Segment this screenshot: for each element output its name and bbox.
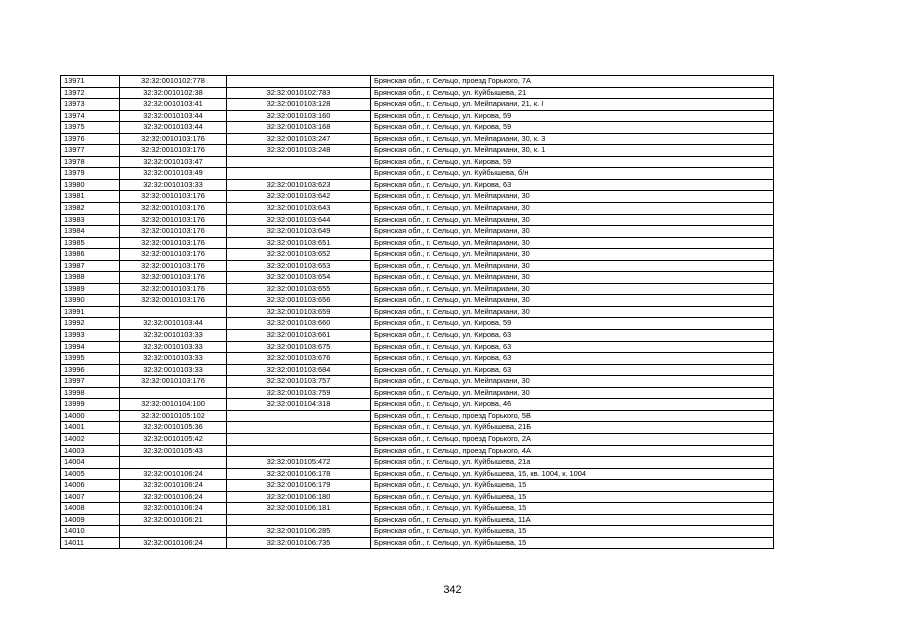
row-number-cell: 13976: [61, 133, 120, 145]
table-row: [61, 295, 774, 307]
address-cell: Брянская обл., г. Сельцо, ул. Куйбышева, 15: [371, 537, 774, 549]
registry-table: [60, 75, 774, 549]
parcel-cadastral-number-cell: 32:32:0010103:176: [120, 376, 227, 388]
table-row: [61, 203, 774, 215]
address-cell: Брянская обл., г. Сельцо, ул. Мейпариани, 30: [371, 283, 774, 295]
row-number-cell: 13977: [61, 145, 120, 157]
registry-table-body: [61, 76, 774, 549]
address-cell: Брянская обл., г. Сельцо, ул. Куйбышева, 21: [371, 87, 774, 99]
parcel-cadastral-number-cell: 32:32:0010103:176: [120, 283, 227, 295]
table-row: [61, 214, 774, 226]
address-cell: Брянская обл., г. Сельцо, ул. Кирова, 46: [371, 399, 774, 411]
row-number-cell: 14009: [61, 514, 120, 526]
parcel-cadastral-number-cell: 32:32:0010103:176: [120, 214, 227, 226]
address-cell: Брянская обл., г. Сельцо, ул. Мейпариани, 30: [371, 226, 774, 238]
table-row: [61, 145, 774, 157]
object-cadastral-number-cell: 32:32:0010103:659: [227, 306, 371, 318]
address-cell: Брянская обл., г. Сельцо, ул. Кирова, 59: [371, 156, 774, 168]
object-cadastral-number-cell: 32:32:0010103:757: [227, 376, 371, 388]
row-number-cell: 13980: [61, 179, 120, 191]
object-cadastral-number-cell: [227, 433, 371, 445]
table-row: [61, 76, 774, 88]
address-cell: Брянская обл., г. Сельцо, ул. Мейпариани, 30: [371, 249, 774, 261]
address-cell: Брянская обл., г. Сельцо, ул. Куйбышева, 15, кв. 1004, к. 1004: [371, 468, 774, 480]
parcel-cadastral-number-cell: 32:32:0010105:43: [120, 445, 227, 457]
address-cell: Брянская обл., г. Сельцо, ул. Кирова, 59: [371, 318, 774, 330]
table-row: [61, 341, 774, 353]
row-number-cell: 13992: [61, 318, 120, 330]
object-cadastral-number-cell: 32:32:0010103:684: [227, 364, 371, 376]
object-cadastral-number-cell: 32:32:0010103:642: [227, 191, 371, 203]
row-number-cell: 13975: [61, 122, 120, 134]
parcel-cadastral-number-cell: 32:32:0010103:176: [120, 272, 227, 284]
row-number-cell: 13986: [61, 249, 120, 261]
parcel-cadastral-number-cell: 32:32:0010102:778: [120, 76, 227, 88]
address-cell: Брянская обл., г. Сельцо, ул. Мейпариани, 30: [371, 214, 774, 226]
table-row: [61, 514, 774, 526]
address-cell: Брянская обл., г. Сельцо, ул. Куйбышева, 15: [371, 491, 774, 503]
table-row: [61, 237, 774, 249]
row-number-cell: 13972: [61, 87, 120, 99]
row-number-cell: 14001: [61, 422, 120, 434]
table-row: [61, 133, 774, 145]
object-cadastral-number-cell: [227, 410, 371, 422]
parcel-cadastral-number-cell: 32:32:0010106:24: [120, 503, 227, 515]
address-cell: Брянская обл., г. Сельцо, ул. Куйбышева, 15: [371, 526, 774, 538]
address-cell: Брянская обл., г. Сельцо, ул. Мейпариани, 30: [371, 295, 774, 307]
table-row: [61, 376, 774, 388]
object-cadastral-number-cell: 32:32:0010103:655: [227, 283, 371, 295]
table-row: [61, 191, 774, 203]
row-number-cell: 14006: [61, 480, 120, 492]
parcel-cadastral-number-cell: 32:32:0010103:176: [120, 260, 227, 272]
row-number-cell: 13998: [61, 387, 120, 399]
row-number-cell: 14010: [61, 526, 120, 538]
object-cadastral-number-cell: 32:32:0010103:128: [227, 99, 371, 111]
parcel-cadastral-number-cell: [120, 387, 227, 399]
parcel-cadastral-number-cell: 32:32:0010103:44: [120, 110, 227, 122]
address-cell: Брянская обл., г. Сельцо, ул. Мейпариани, 21, к. I: [371, 99, 774, 111]
table-row: [61, 306, 774, 318]
object-cadastral-number-cell: 32:32:0010103:168: [227, 122, 371, 134]
row-number-cell: 13982: [61, 203, 120, 215]
row-number-cell: 13971: [61, 76, 120, 88]
row-number-cell: 13985: [61, 237, 120, 249]
parcel-cadastral-number-cell: 32:32:0010105:42: [120, 433, 227, 445]
parcel-cadastral-number-cell: 32:32:0010102:38: [120, 87, 227, 99]
object-cadastral-number-cell: 32:32:0010106:181: [227, 503, 371, 515]
parcel-cadastral-number-cell: [120, 457, 227, 469]
parcel-cadastral-number-cell: 32:32:0010103:176: [120, 237, 227, 249]
object-cadastral-number-cell: 32:32:0010103:247: [227, 133, 371, 145]
page-number: 342: [443, 584, 462, 596]
table-row: [61, 364, 774, 376]
table-row: [61, 433, 774, 445]
row-number-cell: 13984: [61, 226, 120, 238]
row-number-cell: 14008: [61, 503, 120, 515]
object-cadastral-number-cell: [227, 156, 371, 168]
table-row: [61, 491, 774, 503]
address-cell: Брянская обл., г. Сельцо, ул. Куйбышева, 15: [371, 480, 774, 492]
address-cell: Брянская обл., г. Сельцо, ул. Мейпариани, 30: [371, 306, 774, 318]
object-cadastral-number-cell: 32:32:0010106:735: [227, 537, 371, 549]
object-cadastral-number-cell: [227, 168, 371, 180]
row-number-cell: 14007: [61, 491, 120, 503]
table-row: [61, 330, 774, 342]
parcel-cadastral-number-cell: 32:32:0010103:47: [120, 156, 227, 168]
table-row: [61, 457, 774, 469]
object-cadastral-number-cell: [227, 514, 371, 526]
object-cadastral-number-cell: 32:32:0010103:651: [227, 237, 371, 249]
address-cell: Брянская обл., г. Сельцо, ул. Кирова, 63: [371, 341, 774, 353]
table-row: [61, 399, 774, 411]
object-cadastral-number-cell: 32:32:0010103:660: [227, 318, 371, 330]
object-cadastral-number-cell: 32:32:0010106:180: [227, 491, 371, 503]
object-cadastral-number-cell: 32:32:0010103:653: [227, 260, 371, 272]
address-cell: Брянская обл., г. Сельцо, ул. Мейпариани, 30: [371, 387, 774, 399]
parcel-cadastral-number-cell: 32:32:0010103:33: [120, 341, 227, 353]
parcel-cadastral-number-cell: 32:32:0010103:33: [120, 179, 227, 191]
row-number-cell: 13995: [61, 353, 120, 365]
row-number-cell: 13989: [61, 283, 120, 295]
table-row: [61, 422, 774, 434]
row-number-cell: 13996: [61, 364, 120, 376]
address-cell: Брянская обл., г. Сельцо, ул. Кирова, 63: [371, 330, 774, 342]
row-number-cell: 14000: [61, 410, 120, 422]
parcel-cadastral-number-cell: 32:32:0010103:176: [120, 191, 227, 203]
address-cell: Брянская обл., г. Сельцо, ул. Куйбышева, 15: [371, 503, 774, 515]
object-cadastral-number-cell: [227, 422, 371, 434]
row-number-cell: 13973: [61, 99, 120, 111]
address-cell: Брянская обл., г. Сельцо, ул. Мейпариани, 30: [371, 237, 774, 249]
table-row: [61, 537, 774, 549]
parcel-cadastral-number-cell: 32:32:0010103:33: [120, 330, 227, 342]
address-cell: Брянская обл., г. Сельцо, ул. Мейпариани, 30: [371, 260, 774, 272]
object-cadastral-number-cell: 32:32:0010103:661: [227, 330, 371, 342]
parcel-cadastral-number-cell: 32:32:0010106:21: [120, 514, 227, 526]
table-row: [61, 468, 774, 480]
object-cadastral-number-cell: 32:32:0010103:649: [227, 226, 371, 238]
address-cell: Брянская обл., г. Сельцо, ул. Мейпариани, 30: [371, 376, 774, 388]
parcel-cadastral-number-cell: 32:32:0010103:49: [120, 168, 227, 180]
address-cell: Брянская обл., г. Сельцо, ул. Куйбышева, 21а: [371, 457, 774, 469]
parcel-cadastral-number-cell: 32:32:0010103:176: [120, 203, 227, 215]
table-row: [61, 272, 774, 284]
object-cadastral-number-cell: 32:32:0010103:675: [227, 341, 371, 353]
row-number-cell: 13987: [61, 260, 120, 272]
table-row: [61, 503, 774, 515]
object-cadastral-number-cell: 32:32:0010106:178: [227, 468, 371, 480]
table-row: [61, 99, 774, 111]
parcel-cadastral-number-cell: 32:32:0010103:176: [120, 226, 227, 238]
address-cell: Брянская обл., г. Сельцо, проезд Горького, 4А: [371, 445, 774, 457]
row-number-cell: 13991: [61, 306, 120, 318]
address-cell: Брянская обл., г. Сельцо, ул. Кирова, 59: [371, 110, 774, 122]
table-row: [61, 226, 774, 238]
object-cadastral-number-cell: 32:32:0010105:472: [227, 457, 371, 469]
address-cell: Брянская обл., г. Сельцо, ул. Куйбышева, 21Б: [371, 422, 774, 434]
table-row: [61, 168, 774, 180]
parcel-cadastral-number-cell: 32:32:0010103:44: [120, 122, 227, 134]
address-cell: Брянская обл., г. Сельцо, ул. Мейпариани, 30, к. 3: [371, 133, 774, 145]
address-cell: Брянская обл., г. Сельцо, ул. Куйбышева, 11А: [371, 514, 774, 526]
address-cell: Брянская обл., г. Сельцо, ул. Кирова, 63: [371, 179, 774, 191]
object-cadastral-number-cell: 32:32:0010103:644: [227, 214, 371, 226]
address-cell: Брянская обл., г. Сельцо, ул. Мейпариани, 30: [371, 203, 774, 215]
table-row: [61, 353, 774, 365]
parcel-cadastral-number-cell: 32:32:0010106:24: [120, 537, 227, 549]
row-number-cell: 13979: [61, 168, 120, 180]
object-cadastral-number-cell: 32:32:0010103:248: [227, 145, 371, 157]
table-row: [61, 387, 774, 399]
row-number-cell: 13974: [61, 110, 120, 122]
object-cadastral-number-cell: 32:32:0010106:285: [227, 526, 371, 538]
table-row: [61, 480, 774, 492]
table-row: [61, 87, 774, 99]
parcel-cadastral-number-cell: 32:32:0010105:102: [120, 410, 227, 422]
address-cell: Брянская обл., г. Сельцо, проезд Горького, 7А: [371, 76, 774, 88]
object-cadastral-number-cell: 32:32:0010103:643: [227, 203, 371, 215]
object-cadastral-number-cell: 32:32:0010106:179: [227, 480, 371, 492]
row-number-cell: 14003: [61, 445, 120, 457]
object-cadastral-number-cell: 32:32:0010104:318: [227, 399, 371, 411]
table-row: [61, 260, 774, 272]
parcel-cadastral-number-cell: 32:32:0010104:100: [120, 399, 227, 411]
row-number-cell: 13997: [61, 376, 120, 388]
table-row: [61, 179, 774, 191]
parcel-cadastral-number-cell: 32:32:0010105:36: [120, 422, 227, 434]
parcel-cadastral-number-cell: [120, 526, 227, 538]
row-number-cell: 13988: [61, 272, 120, 284]
parcel-cadastral-number-cell: 32:32:0010106:24: [120, 480, 227, 492]
address-cell: Брянская обл., г. Сельцо, ул. Кирова, 63: [371, 364, 774, 376]
address-cell: Брянская обл., г. Сельцо, ул. Мейпариани, 30: [371, 272, 774, 284]
object-cadastral-number-cell: 32:32:0010103:652: [227, 249, 371, 261]
table-row: [61, 122, 774, 134]
object-cadastral-number-cell: 32:32:0010103:160: [227, 110, 371, 122]
parcel-cadastral-number-cell: [120, 306, 227, 318]
parcel-cadastral-number-cell: 32:32:0010103:41: [120, 99, 227, 111]
parcel-cadastral-number-cell: 32:32:0010103:33: [120, 364, 227, 376]
address-cell: Брянская обл., г. Сельцо, ул. Мейпариани, 30, к. 1: [371, 145, 774, 157]
parcel-cadastral-number-cell: 32:32:0010103:33: [120, 353, 227, 365]
parcel-cadastral-number-cell: 32:32:0010106:24: [120, 468, 227, 480]
registry-table-container: [60, 75, 774, 549]
table-row: [61, 318, 774, 330]
address-cell: Брянская обл., г. Сельцо, проезд Горького, 5В: [371, 410, 774, 422]
row-number-cell: 13999: [61, 399, 120, 411]
parcel-cadastral-number-cell: 32:32:0010103:176: [120, 295, 227, 307]
address-cell: Брянская обл., г. Сельцо, ул. Мейпариани, 30: [371, 191, 774, 203]
object-cadastral-number-cell: 32:32:0010103:676: [227, 353, 371, 365]
object-cadastral-number-cell: [227, 445, 371, 457]
object-cadastral-number-cell: 32:32:0010103:656: [227, 295, 371, 307]
row-number-cell: 14011: [61, 537, 120, 549]
table-row: [61, 526, 774, 538]
row-number-cell: 13990: [61, 295, 120, 307]
parcel-cadastral-number-cell: 32:32:0010103:176: [120, 249, 227, 261]
parcel-cadastral-number-cell: 32:32:0010103:176: [120, 133, 227, 145]
row-number-cell: 14002: [61, 433, 120, 445]
row-number-cell: 14004: [61, 457, 120, 469]
table-row: [61, 410, 774, 422]
object-cadastral-number-cell: 32:32:0010103:623: [227, 179, 371, 191]
object-cadastral-number-cell: 32:32:0010103:759: [227, 387, 371, 399]
table-row: [61, 445, 774, 457]
parcel-cadastral-number-cell: 32:32:0010103:44: [120, 318, 227, 330]
table-row: [61, 283, 774, 295]
row-number-cell: 13993: [61, 330, 120, 342]
table-row: [61, 249, 774, 261]
row-number-cell: 14005: [61, 468, 120, 480]
row-number-cell: 13978: [61, 156, 120, 168]
row-number-cell: 13994: [61, 341, 120, 353]
row-number-cell: 13983: [61, 214, 120, 226]
parcel-cadastral-number-cell: 32:32:0010106:24: [120, 491, 227, 503]
table-row: [61, 110, 774, 122]
row-number-cell: 13981: [61, 191, 120, 203]
address-cell: Брянская обл., г. Сельцо, ул. Кирова, 63: [371, 353, 774, 365]
table-row: [61, 156, 774, 168]
object-cadastral-number-cell: 32:32:0010103:654: [227, 272, 371, 284]
address-cell: Брянская обл., г. Сельцо, проезд Горького, 2А: [371, 433, 774, 445]
object-cadastral-number-cell: [227, 76, 371, 88]
object-cadastral-number-cell: 32:32:0010102:783: [227, 87, 371, 99]
address-cell: Брянская обл., г. Сельцо, ул. Куйбышева, б/н: [371, 168, 774, 180]
parcel-cadastral-number-cell: 32:32:0010103:176: [120, 145, 227, 157]
address-cell: Брянская обл., г. Сельцо, ул. Кирова, 59: [371, 122, 774, 134]
